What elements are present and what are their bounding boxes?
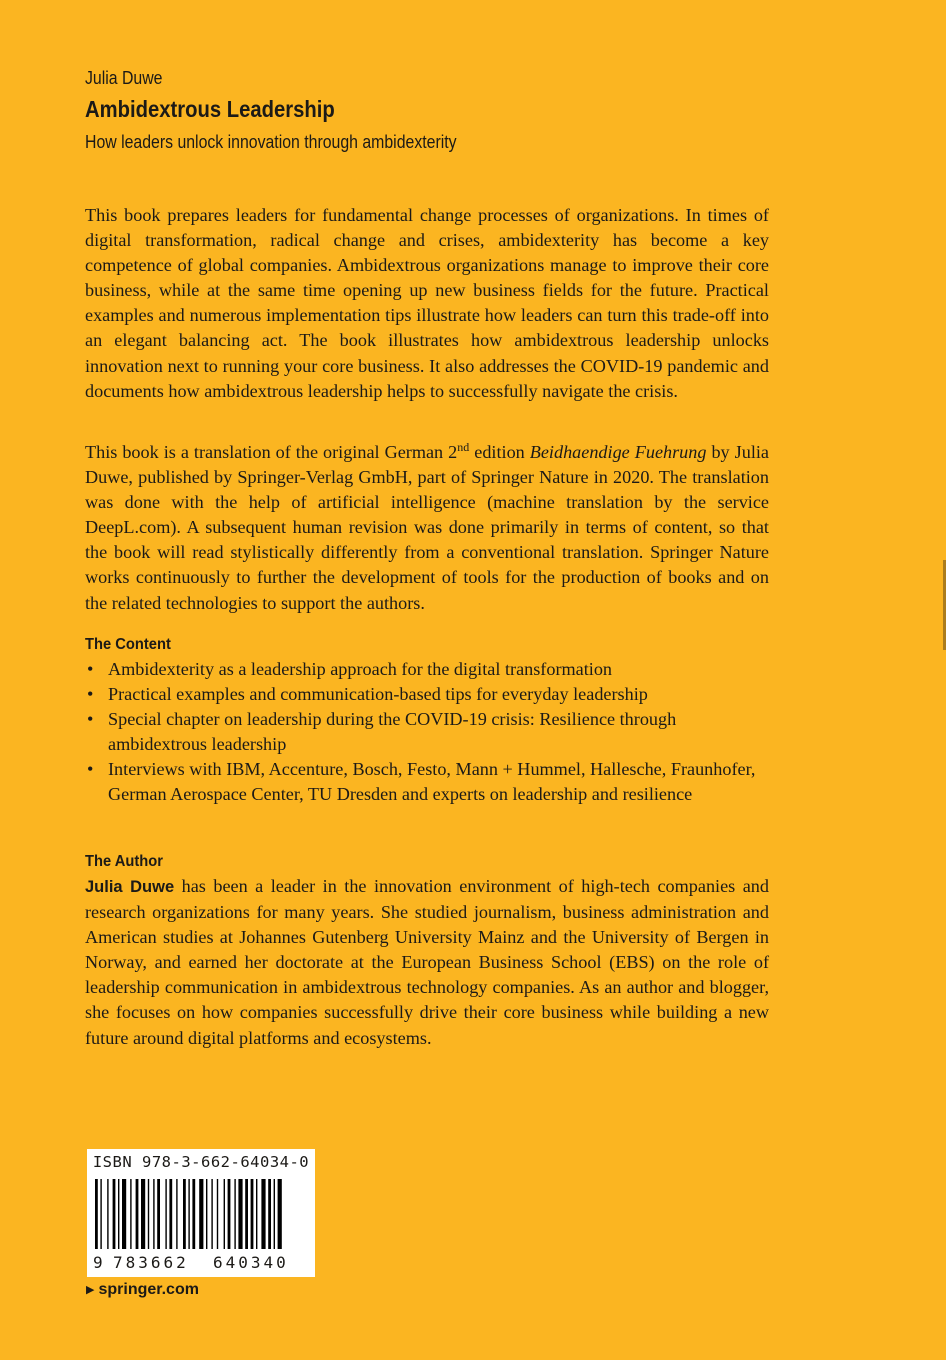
author-bio-name: Julia Duwe <box>85 878 175 896</box>
translation-lead: This book is a translation of the original German 2 <box>85 442 458 462</box>
isbn-barcode-box <box>87 1149 315 1277</box>
isbn-label: ISBN 978-3-662-64034-0 <box>92 1153 310 1171</box>
edition-superscript: nd <box>457 439 470 454</box>
list-item: • Interviews with IBM, Accenture, Bosch, Festo, Mann + Hummel, Hallesche, Fraunhofer, German Aerospace Center, TU Dresden and experts on leadership and resilience <box>85 757 769 807</box>
list-item: • Practical examples and communication-based tips for everyday leadership <box>85 682 769 707</box>
content-heading: The Content <box>85 636 171 653</box>
publisher-link-text: springer.com <box>98 1281 199 1298</box>
content-list <box>85 657 769 808</box>
author-name: Julia Duwe <box>85 68 163 88</box>
book-subtitle: How leaders unlock innovation through ambidexterity <box>85 132 457 152</box>
intro-paragraph: This book prepares leaders for fundamental change processes of organizations. In times of digital transformation, radical change and crises, ambidexterity has become a key competence of global companies. Ambidextrous organizations manage to improve their core business, while at the same time opening up new business fields for the future. Practical examples and numerous implementation tips illustrate how leaders can turn this trade-off into an elegant balancing act. The book illustrates how ambidextrous leadership unlocks innovation next to running your core business. It also addresses the COVID-19 pandemic and documents how ambidextrous leadership helps to successfully navigate the crisis. <box>85 205 769 401</box>
author-bio <box>85 874 769 1051</box>
translation-edition-word: edition <box>469 442 530 462</box>
author-bio-text: has been a leader in the innovation environment of high-tech companies and research organizations for many years. She studied journalism, business administration and American studies at Johannes Gutenberg University Mainz and the University of Bergen in Norway, and earned her doctorate at the European Business School (EBS) on the role of leadership communication in ambidextrous technology companies. As an author and blogger, she focuses on how companies successfully drive their core business while building a new future around digital platforms and ecosystems. <box>85 876 769 1048</box>
barcode-digit-first: 9 <box>93 1253 103 1272</box>
list-item: • Special chapter on leadership during the COVID-19 crisis: Resilience through ambidextrous leadership <box>85 707 769 757</box>
author-heading: The Author <box>85 853 163 870</box>
original-title: Beidhaendige Fuehrung <box>529 442 707 462</box>
barcode-icon <box>93 1179 309 1255</box>
translation-note <box>85 440 769 616</box>
publisher-link[interactable] <box>86 1281 199 1299</box>
barcode-digits-left: 783662 <box>113 1253 189 1272</box>
book-title: Ambidextrous Leadership <box>85 96 335 122</box>
translation-rest: by Julia Duwe, published by Springer-Verlag GmbH, part of Springer Nature in 2020. The translation was done with the help of artificial intelligence (machine translation by the service DeepL.com). A subsequent human revision was done primarily in terms of content, so that the book will read stylistically differently from a conventional translation. Springer Nature works continuously to further the development of tools for the production of books and on the related technologies to support the authors. <box>85 442 769 613</box>
triangle-right-icon: ▶ <box>86 1284 95 1296</box>
barcode-digits-right: 640340 <box>213 1253 289 1272</box>
list-item: • Ambidexterity as a leadership approach for the digital transformation <box>85 657 769 682</box>
